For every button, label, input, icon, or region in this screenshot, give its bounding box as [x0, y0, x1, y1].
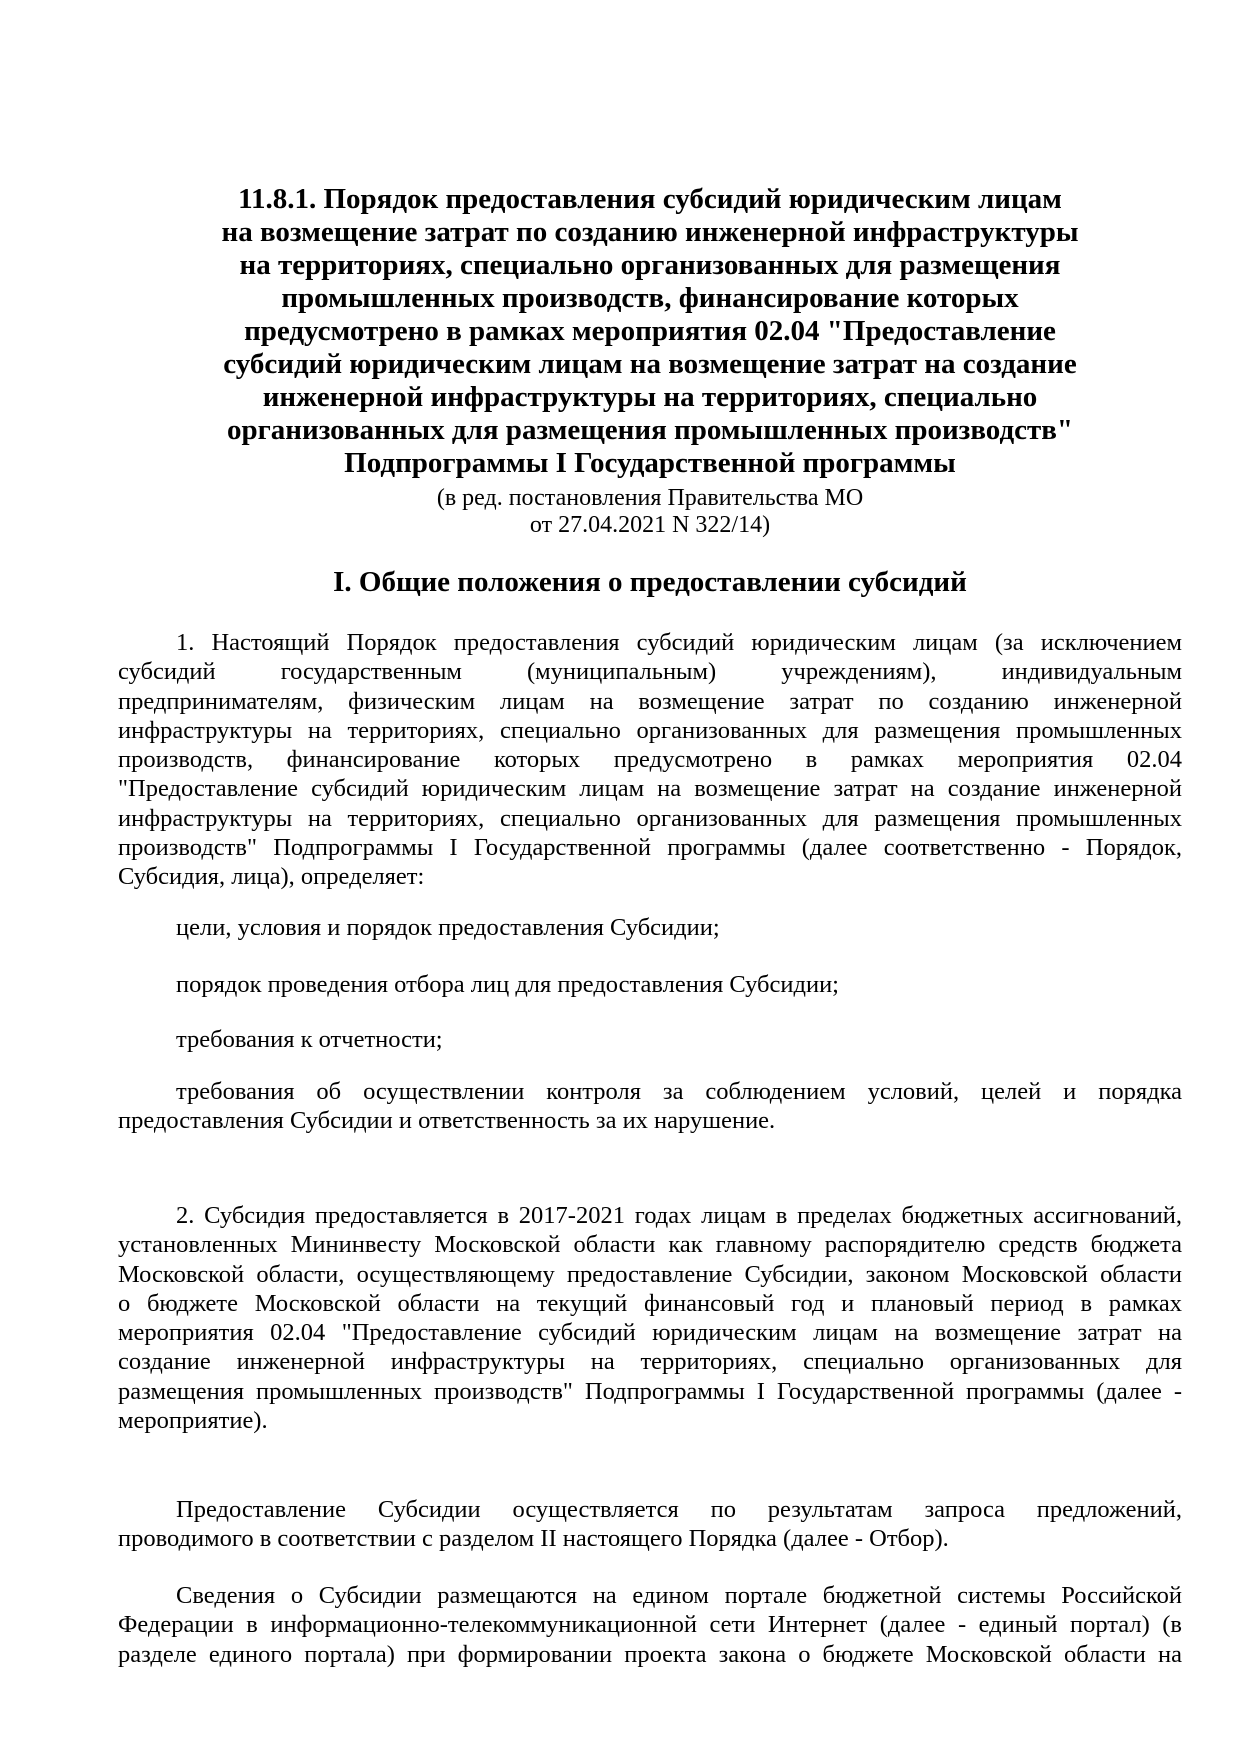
paragraph-3	[118, 1495, 1182, 1554]
text-line: производств, финансирование которых предусмотрено в рамках мероприятия 02.04	[118, 746, 1182, 774]
text-line: о бюджете Московской области на текущий финансовый год и плановый период в рамках	[118, 1289, 1182, 1317]
amendment-line: от 27.04.2021 N 322/14)	[529, 512, 771, 538]
amendment-line: (в ред. постановления Правительства МО	[436, 485, 864, 511]
text-line: Сведения о Субсидии размещаются на едином портале бюджетной системы Российской	[176, 1582, 1182, 1609]
title-line: инженерной инфраструктуры на территориях, специально	[262, 381, 1038, 413]
text-line: 1. Настоящий Порядок предоставления субсидий юридическим лицам (за исключением	[176, 629, 1182, 656]
text-line: Субсидия, лица), определяет:	[118, 863, 425, 891]
paragraph-2	[118, 1201, 1182, 1435]
text-line: 2. Субсидия предоставляется в 2017-2021 годах лицам в пределах бюджетных ассигнований,	[176, 1202, 1182, 1229]
text-line: предпринимателям, физическим лицам на возмещение затрат по созданию инженерной	[118, 687, 1182, 715]
amendment-note	[118, 485, 1182, 539]
title-line: на возмещение затрат по созданию инженерной инфраструктуры	[221, 216, 1079, 248]
text-line: инфраструктуры на территориях, специально организованных для размещения промышленных	[118, 804, 1182, 832]
text-line: установленных Мининвесту Московской области как главному распорядителю средств бюджета	[118, 1231, 1182, 1259]
document-title	[118, 183, 1182, 480]
title-line: Подпрограммы I Государственной программы	[344, 447, 956, 479]
text-line: мероприятия 02.04 "Предоставление субсидий юридическим лицам на возмещение затрат на	[118, 1319, 1182, 1347]
title-line: промышленных производств, финансирование которых	[281, 282, 1019, 314]
text-line: субсидий государственным (муниципальным) учреждениям), индивидуальным	[118, 658, 1182, 686]
list-item: порядок проведения отбора лиц для предоставления Субсидии;	[176, 971, 839, 998]
paragraph-4	[118, 1581, 1182, 1669]
section-heading: I. Общие положения о предоставлении субсидий	[333, 566, 967, 598]
text-line: "Предоставление субсидий юридическим лицам на возмещение затрат на создание инженерной	[118, 775, 1182, 803]
text-line: проводимого в соответствии с разделом II настоящего Порядка (далее - Отбор).	[118, 1525, 949, 1553]
list-item: цели, условия и порядок предоставления Субсидии;	[176, 914, 720, 941]
text-line: инфраструктуры на территориях, специально организованных для размещения промышленных	[118, 716, 1182, 744]
text-line: Предоставление Субсидии осуществляется по результатам запроса предложений,	[176, 1496, 1182, 1523]
title-line: 11.8.1. Порядок предоставления субсидий юридическим лицам	[238, 183, 1062, 215]
text-line: производств" Подпрограммы I Государственной программы (далее соответственно - Порядок,	[118, 834, 1182, 862]
text-line: разделе единого портала) при формировании проекта закона о бюджете Московской области на	[118, 1640, 1182, 1668]
list-item: требования к отчетности;	[176, 1026, 443, 1053]
text-line: предоставления Субсидии и ответственность за их нарушение.	[118, 1107, 776, 1135]
paragraph-control	[118, 1077, 1182, 1136]
text-line: размещения промышленных производств" Подпрограммы I Государственной программы (далее -	[118, 1377, 1182, 1405]
title-line: организованных для размещения промышленных производств"	[226, 414, 1074, 446]
text-line: Московской области, осуществляющему предоставление Субсидии, законом Московской области	[118, 1260, 1182, 1288]
title-line: субсидий юридическим лицам на возмещение затрат на создание	[223, 348, 1077, 380]
title-line: на территориях, специально организованных для размещения	[239, 249, 1061, 281]
title-line: предусмотрено в рамках мероприятия 02.04 "Предоставление	[244, 315, 1056, 347]
text-line: мероприятие).	[118, 1407, 268, 1435]
text-line: создание инженерной инфраструктуры на территориях, специально организованных для	[118, 1348, 1182, 1376]
text-line: Федерации в информационно-телекоммуникационной сети Интернет (далее - единый портал) (в	[118, 1611, 1182, 1639]
text-line: требования об осуществлении контроля за соблюдением условий, целей и порядка	[176, 1078, 1182, 1105]
paragraph-1	[118, 628, 1182, 892]
